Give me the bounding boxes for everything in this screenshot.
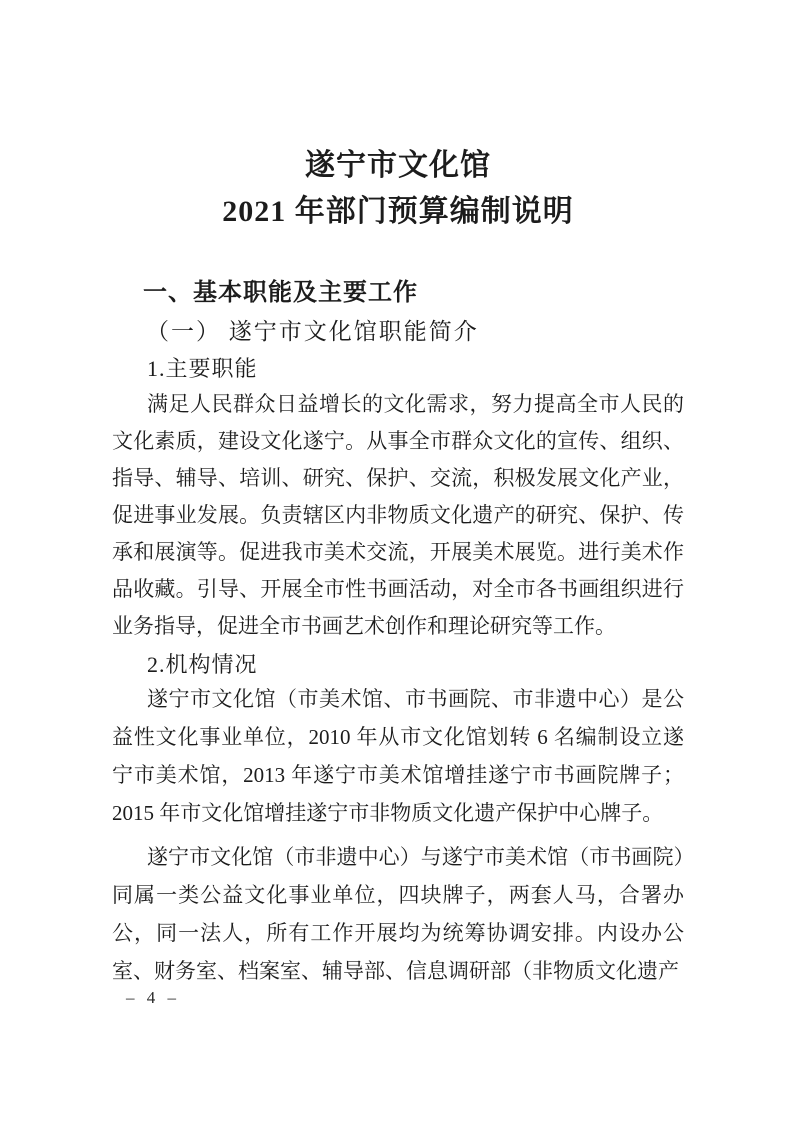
document-title-line1: 遂宁市文化馆 [305, 149, 491, 182]
paragraph-main-functions: 满足人民群众日益增长的文化需求，努力提高全市人民的文化素质，建设文化遂宁。从事全市群众文化的宣传、组织、指导、辅导、培训、研究、保护、交流，积极发展文化产业，促进事业发展。负责辖区内非物质文化遗产的研究、保护、传承和展演等。促进我市美术交流，开展美术展览。进行美术作品收藏。引导、开展全市性书画活动，对全市各书画组织进行业务指导，促进全市书画艺术创作和理论研究等工作。 [112, 392, 684, 638]
page-number: – 4 – [126, 988, 180, 1007]
document-title-line2: 2021 年部门预算编制说明 [222, 195, 574, 228]
subsection-heading-functions-intro: （一） 遂宁市文化馆职能简介 [146, 319, 479, 344]
document-content [112, 0, 684, 990]
section-heading-basic-functions: 一、基本职能及主要工作 [143, 279, 418, 306]
paragraph-organization-history: 遂宁市文化馆（市美术馆、市书画院、市非遗中心）是公益性文化事业单位，2010 年从市文化馆划转 6 名编制设立遂宁市美术馆，2013 年遂宁市美术馆增挂遂宁市书画院牌子；2015 年市文化馆增挂遂宁市非物质文化遗产保护中心牌子。 [112, 687, 684, 825]
paragraph-organization-structure: 遂宁市文化馆（市非遗中心）与遂宁市美术馆（市书画院）同属一类公益文化事业单位，四块牌子，两套人马，合署办公，同一法人，所有工作开展均为统筹协调安排。内设办公室、财务室、档案室、辅导部、信息调研部（非物质文化遗产 [112, 845, 684, 983]
item-heading-organization: 2.机构情况 [147, 652, 258, 677]
item-heading-main-functions: 1.主要职能 [147, 356, 258, 381]
